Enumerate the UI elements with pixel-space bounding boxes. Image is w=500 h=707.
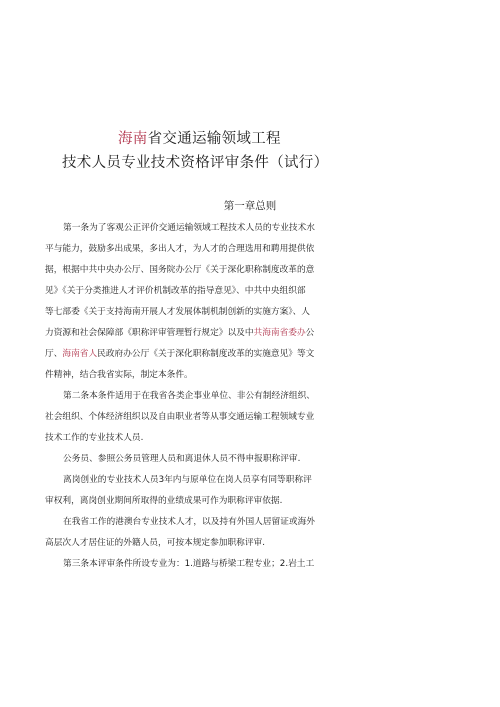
document-title-line-1 bbox=[118, 127, 281, 148]
body-line bbox=[45, 554, 450, 575]
body-line bbox=[45, 218, 450, 239]
line-text: 等七部委《关于支持海南开展人才发展体制机制创新的实施方案》、人 bbox=[45, 307, 310, 317]
line-text: 第二条本条件适用于在我省各类企事业单位、非公有制经济组织、 bbox=[63, 391, 315, 401]
body-line bbox=[45, 281, 450, 302]
body-line bbox=[45, 365, 450, 386]
body-line bbox=[45, 449, 450, 470]
line-text: 民政府办公厅《关于深化职称制度改革的实施意见》等文 bbox=[97, 349, 315, 359]
body-line bbox=[45, 533, 450, 554]
line-text: 件精神，结合我省实际，制定本条件。 bbox=[45, 370, 193, 380]
line-text: 离岗创业的专业技术人员3年内与原单位在岗人员享有同等职称评 bbox=[63, 475, 312, 485]
body-line bbox=[45, 302, 450, 323]
document-body bbox=[45, 218, 450, 575]
line-text: 社会组织、个体经济组织以及自由职业者等从事交通运输工程领域专业 bbox=[45, 412, 315, 422]
title-highlight: 海南 bbox=[118, 131, 148, 147]
line-text: 力资源和社会保障部《职称评审管理暂行规定》以及中 bbox=[45, 328, 254, 338]
line-text: 据，根据中共中央办公厅、国务院办公厅《关于深化职称制度改革的意 bbox=[45, 265, 315, 275]
body-line bbox=[45, 512, 450, 533]
body-line bbox=[45, 323, 450, 344]
body-line bbox=[45, 239, 450, 260]
line-text: 高层次人才居住证的外籍人员，可按本规定参加职称评审. bbox=[45, 538, 265, 548]
body-line bbox=[45, 407, 450, 428]
body-line bbox=[45, 470, 450, 491]
body-line bbox=[45, 260, 450, 281]
highlighted-text: 共海南省委办 bbox=[253, 328, 306, 338]
line-text: 第三条本评审条件所设专业为：1.道路与桥梁工程专业；2.岩土工 bbox=[63, 559, 315, 569]
line-text: 审权利，离岗创业期间所取得的业绩成果可作为职称评审依据. bbox=[45, 496, 283, 506]
line-text: 公 bbox=[305, 328, 315, 338]
body-line bbox=[45, 386, 450, 407]
line-text: 平与能力，鼓励多出成果，多出人才，为人才的合理选用和聘用提供依 bbox=[45, 244, 315, 254]
document-title-line-2: 技术人员专业技术资格评审条件（试行） bbox=[62, 155, 329, 171]
title-rest: 省交通运输领域工程 bbox=[147, 131, 281, 147]
line-text: 技术工作的专业技术人员. bbox=[45, 433, 144, 443]
chapter-heading: 第一章总则 bbox=[223, 200, 277, 212]
line-text: 在我省工作的港澳台专业技术人才，以及持有外国人居留证或海外 bbox=[63, 517, 315, 527]
body-line bbox=[45, 428, 450, 449]
line-text: 公务员、参照公务员管理人员和离退休人员不得申报职称评审. bbox=[63, 454, 301, 464]
highlighted-text: 海南省人 bbox=[62, 349, 98, 359]
line-text: 第一条为了客观公正评价交通运输领域工程技术人员的专业技术水 bbox=[63, 223, 315, 233]
line-text: 厅、 bbox=[45, 349, 63, 359]
body-line bbox=[45, 491, 450, 512]
body-line bbox=[45, 344, 450, 365]
line-text: 见》《关于分类推进人才评价机制改革的指导意见》、中共中央组织部 bbox=[45, 286, 306, 296]
